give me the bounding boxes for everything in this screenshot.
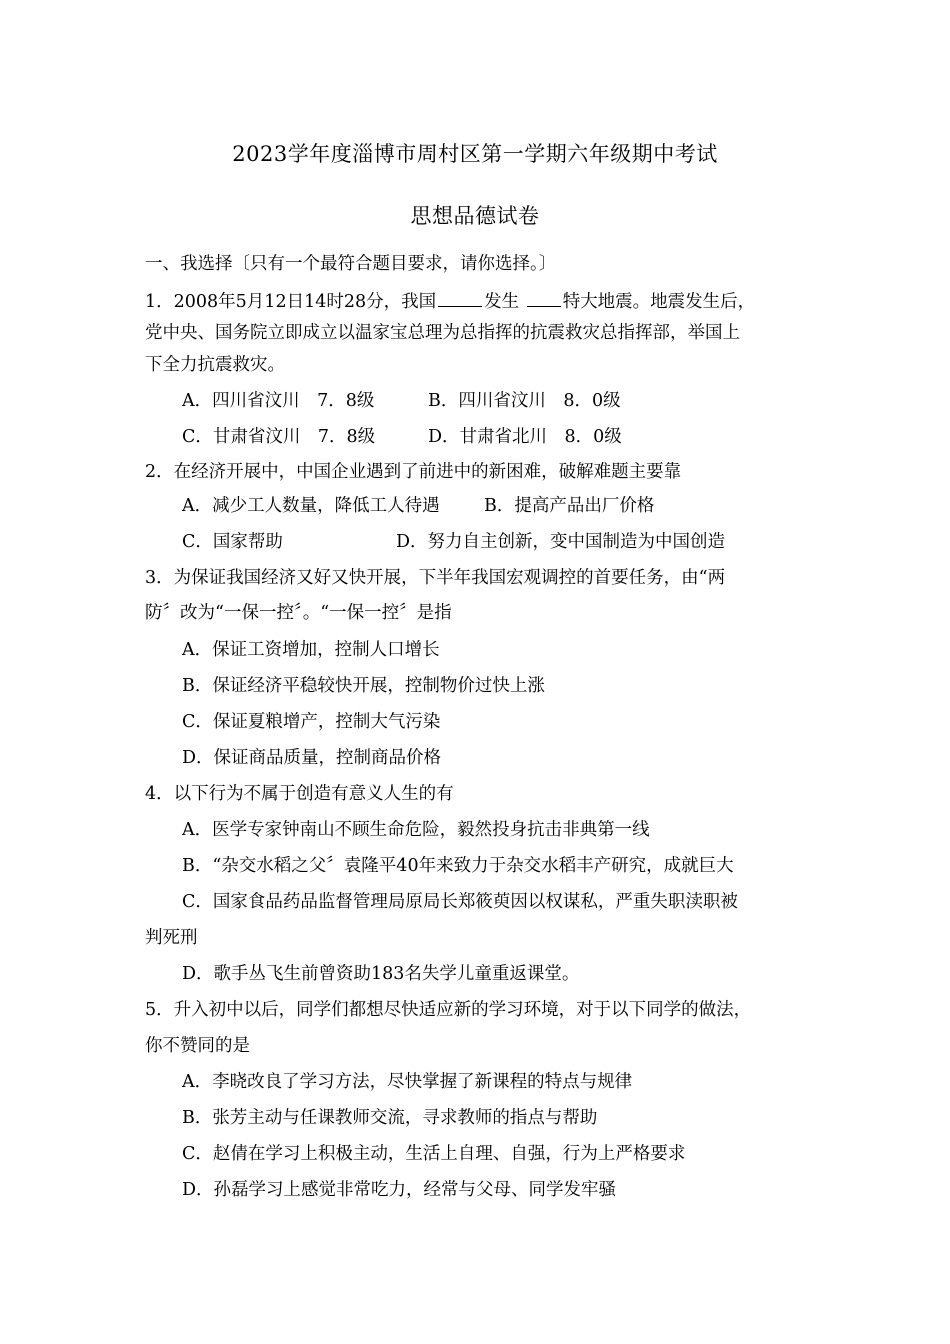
q5-option-c: C．赵倩在学习上积极主动，生活上自理、自强，行为上严格要求 [182,1144,686,1164]
section-heading: 一、我选择〔只有一个最符合题目要求，请你选择。〕 [145,254,557,274]
q1-text-pre: 1．2008年5月12日14时28分，我国 [145,292,437,312]
exam-title: 2023学年度淄博市周村区第一学期六年级期中考试 [232,142,718,166]
q3-option-c: C．保证夏粮增产，控制大气污染 [182,712,441,732]
q2-option-c: C．国家帮助 [182,532,283,552]
q4-option-d: D．歌手丛飞生前曾资助183名失学儿童重返课堂。 [182,964,580,984]
question-3-line-1: 3．为保证我国经济又好又快开展，下半年我国宏观调控的首要任务，由“两 [145,568,726,588]
q1-option-b: B．四川省汶川 8．0级 [428,391,621,411]
q4-option-a: A．医学专家钟南山不顾生命危险，毅然投身抗击非典第一线 [182,820,650,840]
q1-text-post: 特大地震。地震发生后， [562,292,756,312]
q4-option-c-line-2: 判死刑 [145,928,198,948]
question-5-line-2: 你不赞同的是 [145,1036,250,1056]
q3-option-b: B．保证经济平稳较快开展，控制物价过快上涨 [182,676,545,696]
answer-blank-1 [438,288,482,307]
question-2-stem: 2．在经济开展中，中国企业遇到了前进中的新困难，破解难题主要靠 [145,462,682,482]
q2-option-d: D．努力自主创新，变中国制造为中国创造 [396,532,726,552]
q2-option-a: A．减少工人数量，降低工人待遇 [182,496,440,516]
question-5-line-1: 5．升入初中以后，同学们都想尽快适应新的学习环境，对于以下同学的做法， [145,1000,752,1020]
q1-option-a: A．四川省汶川 7．8级 [182,391,375,411]
q2-option-b: B．提高产品出厂价格 [484,496,655,516]
q1-text-mid: 发生 [484,292,520,312]
q5-option-d: D．孙磊学习上感觉非常吃力，经常与父母、同学发牢骚 [182,1180,617,1200]
question-1-line-3: 下全力抗震救灾。 [145,355,285,375]
q1-option-d: D．甘肃省北川 8．0级 [428,427,622,447]
q3-option-d: D．保证商品质量，控制商品价格 [182,748,442,768]
q4-option-c-line-1: C．国家食品药品监督管理局原局长郑筱萸因以权谋私，严重失职渎职被 [182,892,738,912]
question-1-line-2: 党中央、国务院立即成立以温家宝总理为总指挥的抗震救灾总指挥部，举国上 [145,323,740,343]
q5-option-a: A．李晓改良了学习方法，尽快掌握了新课程的特点与规律 [182,1072,633,1092]
question-4-stem: 4．以下行为不属于创造有意义人生的有 [145,784,454,804]
q3-option-a: A．保证工资增加，控制人口增长 [182,640,440,660]
answer-blank-2 [527,288,561,307]
exam-subtitle: 思想品德试卷 [410,204,540,228]
q5-option-b: B．张芳主动与任课教师交流，寻求教师的指点与帮助 [182,1108,598,1128]
question-3-line-2: 防〞改为“一保一控〞。“一保一控〞是指 [145,603,452,623]
q1-option-c: C．甘肃省汶川 7．8级 [182,427,376,447]
question-1-line-1 [145,288,755,314]
q4-option-b: B．“杂交水稻之父〞袁隆平40年来致力于杂交水稻丰产研究，成就巨大 [182,856,734,876]
